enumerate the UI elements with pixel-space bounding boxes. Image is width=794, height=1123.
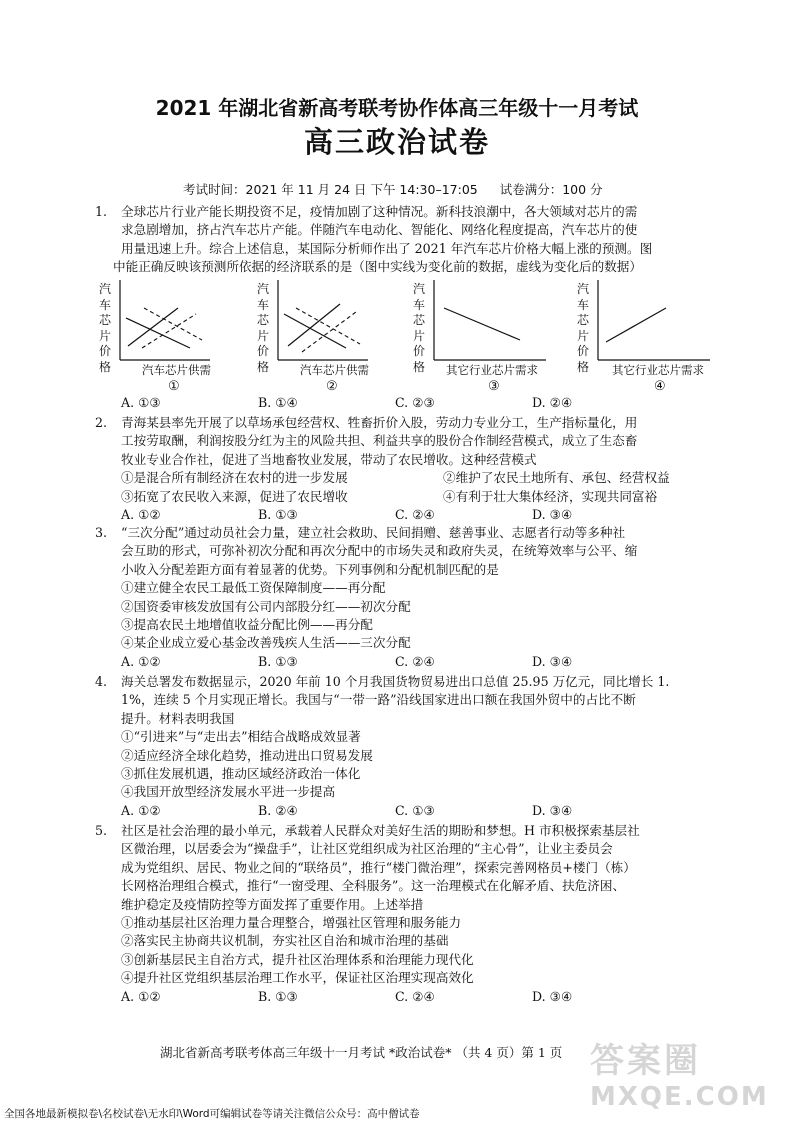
question-number: 4. xyxy=(95,674,108,689)
chart-y-label: 汽 车 芯 片 价 格 xyxy=(98,282,111,374)
answer-option-b: B. ①③ xyxy=(258,507,298,523)
exam-time: 考试时间：2021 年 11 月 24 日 下午 14:30–17:05 xyxy=(183,182,478,197)
answer-option-b: B. ①③ xyxy=(258,653,298,669)
answer-option-a: A. ①② xyxy=(121,653,161,669)
question-text-line: “三次分配”通过动员社会力量，建立社会救助、民间捐赠、慈善事业、志愿者行动等多种社 xyxy=(121,525,626,540)
statement-4: ④某企业成立爱心基金改善残疾人生活——三次分配 xyxy=(121,635,411,651)
answer-option-d: D. ③④ xyxy=(532,653,573,669)
statement-2: ②适应经济全球化趋势，推动进出口贸易发展 xyxy=(121,747,373,763)
answer-option-c: C. ①③ xyxy=(395,802,435,818)
question-1-answers xyxy=(95,394,700,412)
question-text-line: 会互助的形式，可弥补初次分配和再次分配中的市场失灵和政府失灵，在统筹效率与公平、缩 xyxy=(121,543,638,559)
answer-option-c: C. ②③ xyxy=(395,395,435,410)
question-text-line: 1%，连续 5 个月实现正增长。我国与“一带一路”沿线国家进出口额在我国外贸中的占比不断 xyxy=(121,692,636,708)
statement-4: ④我国开放型经济发展水平进一步提高 xyxy=(121,784,336,800)
statement-4: ④提升社区党组织基层治理工作水平，保证社区治理实现高效化 xyxy=(121,970,474,986)
question-text-line: 海关总署发布数据显示，2020 年前 10 个月我国货物贸易进出口总值 25.95 万亿元，同比增长 1. xyxy=(121,674,670,689)
statement-1: ①推动基层社区治理力量合理整合，增强社区管理和服务能力 xyxy=(121,915,462,931)
chart-3 xyxy=(412,278,562,398)
question-text-line: 成为党组织、居民、物业之间的“联络员”，推行“楼门微治理”，探索完善网格员+楼门（栋） xyxy=(121,859,636,875)
statement-3: ③拓宽了农民收入来源，促进了农民增收 xyxy=(121,488,348,504)
statement-3: ③抓住发展机遇，推动区域经济政治一体化 xyxy=(121,766,361,782)
answer-option-d: D. ②④ xyxy=(532,395,573,410)
chart-number: ④ xyxy=(654,379,666,394)
question-4 xyxy=(95,673,700,820)
site-watermark xyxy=(590,1033,780,1113)
paper-subject-title: 高三政治试卷 xyxy=(303,125,490,159)
chart-2 xyxy=(256,278,406,398)
exam-info xyxy=(183,180,621,198)
watermark-logo-text: 答案圈 xyxy=(590,1041,701,1081)
statement-3: ③创新基层民主自治方式，提升社区治理体系和治理能力现代化 xyxy=(121,951,474,967)
chart-1 xyxy=(98,278,248,398)
question-2 xyxy=(95,414,700,524)
answer-option-c: C. ②④ xyxy=(395,988,435,1004)
statement-1: ①“引进来”与“走出去”相结合战略成效显著 xyxy=(121,729,361,745)
chart-y-label: 汽 车 芯 片 价 格 xyxy=(576,282,589,374)
statement-4: ④有利于壮大集体经济，实现共同富裕 xyxy=(443,488,658,504)
statement-2: ②维护了农民土地所有、承包、经营权益 xyxy=(443,470,670,486)
answer-option-c: C. ②④ xyxy=(395,507,435,523)
question-number: 5. xyxy=(95,823,108,838)
answer-option-a: A. ①② xyxy=(121,988,161,1004)
answer-option-c: C. ②④ xyxy=(395,653,435,669)
exam-title: 2021 年湖北省新高考联考协作体高三年级十一月考试 xyxy=(155,96,639,120)
question-text-line: 小收入分配差距方面有着显著的优势。下列事例和分配机制匹配的是 xyxy=(121,561,499,577)
question-number: 3. xyxy=(95,525,108,540)
question-text-line: 中能正确反映该预测所依据的经济联系的是（图中实线为变化前的数据，虚线为变化后的数据） xyxy=(113,259,642,275)
question-5 xyxy=(95,822,700,1006)
chart-x-label: 汽车芯片供需 xyxy=(142,363,211,377)
chart-x-label: 其它行业芯片需求 xyxy=(446,363,538,377)
question-text-line: 提升。材料表明我国 xyxy=(121,710,235,726)
answer-option-d: D. ③④ xyxy=(532,988,573,1004)
question-text-line: 长网格治理组合模式，推行“一窗受理、全科服务”。这一治理模式在化解矛盾、扶危济困、 xyxy=(121,878,626,894)
statement-1: ①是混合所有制经济在农村的进一步发展 xyxy=(121,470,348,486)
chart-4 xyxy=(576,278,726,398)
statement-2: ②国资委审核发放国有公司内部股分红——初次分配 xyxy=(121,598,411,614)
question-text-line: 社区是社会治理的最小单元，承载着人民群众对美好生活的期盼和梦想。H 市积极探索基层社 xyxy=(121,823,640,838)
statement-2: ②落实民主协商共议机制，夯实社区自治和城市治理的基础 xyxy=(121,933,449,949)
answer-option-a: A. ①② xyxy=(121,802,161,818)
question-1 xyxy=(95,203,700,277)
chart-x-label: 汽车芯片供需 xyxy=(300,363,369,377)
full-score: 试卷满分：100 分 xyxy=(499,182,603,197)
chart-number: ③ xyxy=(488,379,500,394)
question-text-line: 维护稳定及疫情防控等方面发挥了重要作用。上述举措 xyxy=(121,896,424,912)
answer-option-d: D. ③④ xyxy=(532,507,573,523)
q1-charts xyxy=(90,278,720,398)
question-text-line: 全球芯片行业产能长期投资不足，疫情加剧了这种情况。新科技浪潮中，各大领域对芯片的需 xyxy=(121,204,638,219)
statement-3: ③提高农民土地增值收益分配比例——再分配 xyxy=(121,617,373,633)
question-3 xyxy=(95,524,700,671)
answer-option-b: B. ①③ xyxy=(258,988,298,1004)
answer-option-a: A. ①② xyxy=(121,507,161,523)
answer-option-b: B. ②④ xyxy=(258,802,298,818)
question-number: 1. xyxy=(95,204,108,219)
chart-number: ① xyxy=(168,379,180,394)
statement-1: ①建立健全农民工最低工资保障制度——再分配 xyxy=(121,580,386,596)
chart-y-label: 汽 车 芯 片 价 格 xyxy=(256,282,269,374)
chart-y-label: 汽 车 芯 片 价 格 xyxy=(412,282,425,374)
question-text-line: 牧业专业合作社，促进了当地畜牧业发展，带动了农民增收。这种经营模式 xyxy=(121,451,537,467)
promo-banner: 全国各地最新模拟卷\名校试卷\无水印\Word可编辑试卷等请关注微信公众号：高中僧试卷 xyxy=(4,1108,420,1120)
question-number: 2. xyxy=(95,415,108,430)
page-footer: 湖北省新高考联考体高三年级十一月考试 *政治试卷* （共 4 页）第 1 页 xyxy=(160,1045,563,1060)
chart-x-label: 其它行业芯片需求 xyxy=(612,363,704,377)
answer-option-d: D. ③④ xyxy=(532,802,573,818)
question-text-line: 用量迅速上升。综合上述信息，某国际分析师作出了 2021 年汽车芯片价格大幅上涨的预测。图 xyxy=(121,240,653,256)
chart-number: ② xyxy=(326,379,338,394)
question-text-line: 求急剧增加，挤占汽车芯片产能。伴随汽车电动化、智能化、网络化程度提高，汽车芯片的使 xyxy=(121,222,638,238)
question-text-line: 区微治理，以居委会为“操盘手”，让社区党组织成为社区治理的“主心骨”，让业主委员会 xyxy=(121,841,613,857)
answer-option-a: A. ①③ xyxy=(121,395,161,410)
answer-option-b: B. ①④ xyxy=(258,395,298,410)
question-text-line: 青海某县率先开展了以草场承包经营权、牲畜折价入股，劳动力专业分工，生产指标量化，用 xyxy=(121,415,638,430)
question-text-line: 工按劳取酬，利润按股分红为主的风险共担、利益共享的股份合作制经营模式，成立了生态畜 xyxy=(121,433,638,449)
watermark-url: MXQE.COM xyxy=(590,1082,769,1112)
